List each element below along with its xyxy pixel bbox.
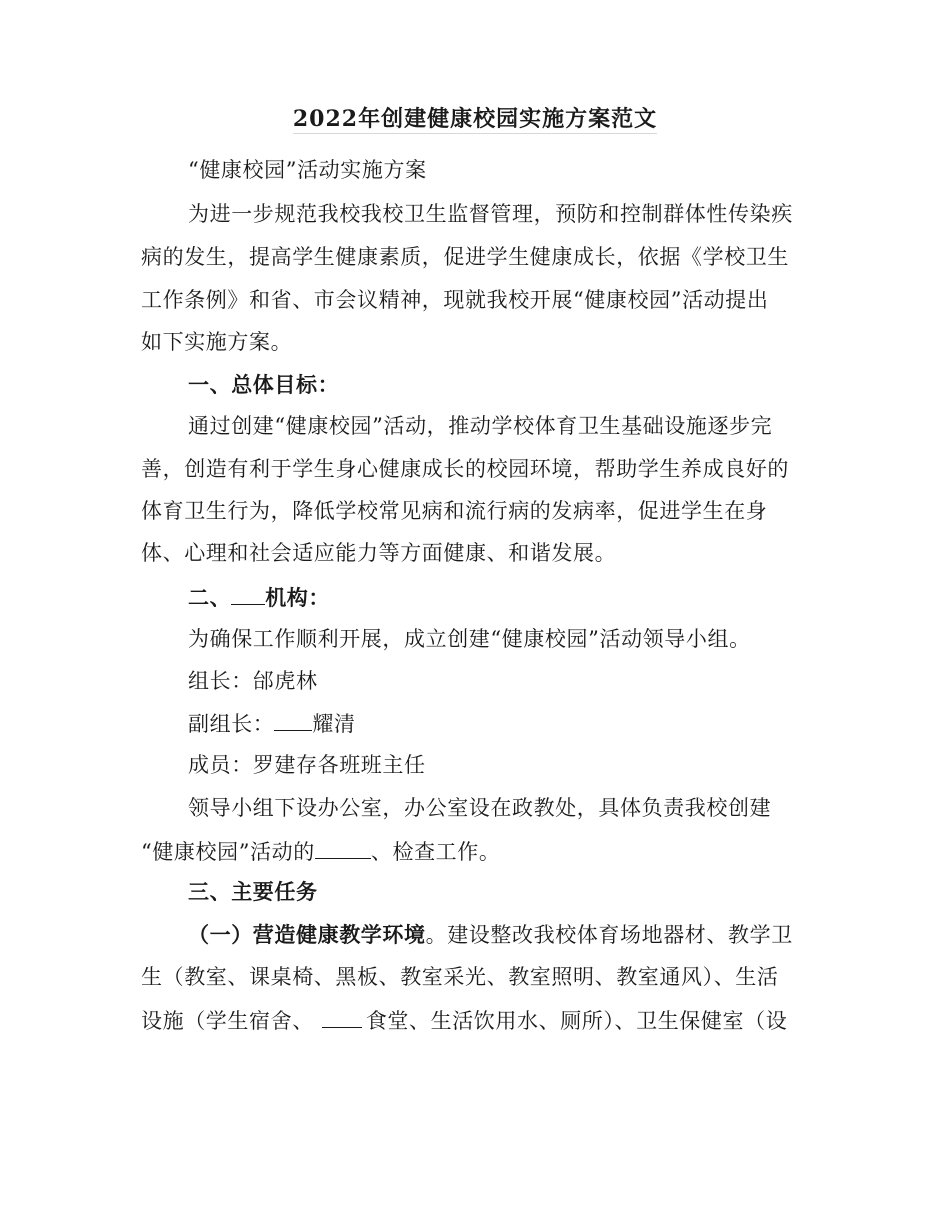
section-2-heading-prefix: 二、	[188, 585, 232, 610]
intro-line-3: 工作条例》和省、市会议精神，现就我校开展“健康校园”活动提出	[141, 288, 769, 312]
subtitle: “健康校园”活动实施方案	[188, 158, 427, 182]
section-3-item-1-title: （一）营造健康教学环境	[188, 922, 426, 947]
section-3-line-3-suffix: 食堂、生活饮用水、厕所）、卫生保健室（设	[365, 1009, 788, 1033]
intro-line-2: 病的发生，提高学生健康素质，促进学生健康成长，依据《学校卫生	[141, 245, 789, 269]
section-3-item-1-text: 。建设整改我校体育场地器材、教学卫	[425, 923, 793, 947]
section-1-line-3: 体育卫生行为，降低学校常见病和流行病的发病率，促进学生在身	[141, 499, 768, 523]
intro-line-4: 如下实施方案。	[141, 330, 293, 354]
blank-underline	[322, 1005, 362, 1028]
blank-underline	[274, 708, 312, 731]
intro-line-1: 为进一步规范我校我校卫生监督管理，预防和控制群体性传染疾	[188, 202, 793, 226]
office-line-1: 领导小组下设办公室，办公室设在政教处，具体负责我校创建	[188, 796, 772, 820]
section-1-line-4: 体、心理和社会适应能力等方面健康、和谐发展。	[141, 541, 617, 565]
office-line-2	[141, 836, 500, 867]
document-title	[0, 101, 950, 137]
section-2-heading-suffix: 机构：	[265, 585, 331, 610]
deputy-leader-name: 耀清	[312, 712, 356, 736]
section-3-line-2: 生（教室、课桌椅、黑板、教室采光、教室照明、教室通风）、生活	[141, 965, 779, 989]
section-3-line-3-prefix: 设施（学生宿舍、	[141, 1009, 314, 1033]
office-line-2-suffix: 、检查工作。	[370, 840, 501, 864]
section-1-line-1: 通过创建“健康校园”活动，推动学校体育卫生基础设施逐步完	[188, 414, 773, 438]
group-leader: 组长：邰虎林	[188, 669, 318, 693]
section-3-item-1	[188, 920, 793, 950]
blank-underline	[315, 836, 371, 859]
section-1-line-2: 善，创造有利于学生身心健康成长的校园环境，帮助学生养成良好的	[141, 457, 789, 481]
section-2-heading	[188, 582, 330, 613]
deputy-leader	[188, 708, 356, 739]
deputy-leader-label: 副组长：	[188, 712, 275, 736]
section-2-line-1: 为确保工作顺利开展，成立创建“健康校园”活动领导小组。	[188, 627, 751, 651]
document-title-text: 2022年创建健康校园实施方案范文	[292, 106, 658, 132]
section-3-line-3	[141, 1005, 787, 1036]
section-1-heading: 一、总体目标：	[188, 372, 340, 397]
group-members: 成员：罗建存各班班主任	[188, 753, 426, 777]
office-line-2-prefix: “健康校园”活动的	[141, 840, 315, 864]
section-3-heading: 三、主要任务	[188, 879, 318, 904]
blank-underline	[231, 582, 265, 605]
